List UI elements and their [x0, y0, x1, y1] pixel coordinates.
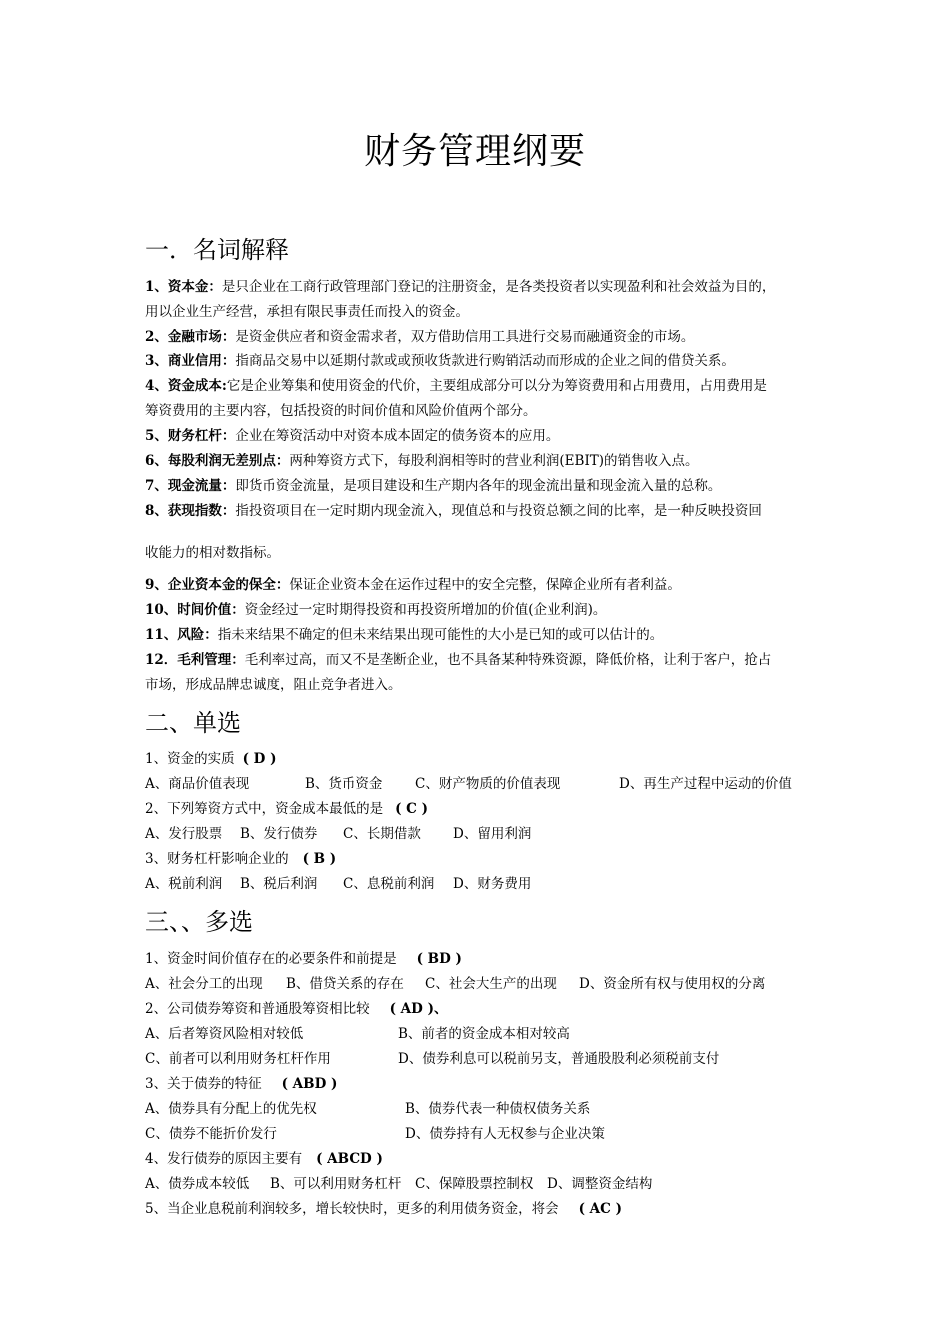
definition-8-line-2: 收能力的相对数指标。	[145, 545, 280, 561]
option: A、商品价值表现	[145, 776, 250, 792]
answer-key: ( AD )、	[389, 1001, 448, 1017]
definition-text: 保证企业资本金在运作过程中的安全完整，保障企业所有者利益。	[289, 577, 681, 593]
definition-1-line-2: 用以企业生产经营，承担有限民事责任而投入的资金。	[145, 304, 469, 320]
mc-question-4	[145, 1149, 383, 1169]
definition-text: 指商品交易中以延期付款或或预收货款进行购销活动而形成的企业之间的借贷关系。	[235, 353, 735, 369]
options-row	[145, 774, 815, 794]
definition-term: 4、资金成本:	[145, 378, 227, 394]
options-row	[145, 1024, 815, 1044]
option: C、前者可以利用财务杠杆作用	[145, 1051, 331, 1067]
answer-key: ( D )	[242, 751, 277, 767]
question-text: 1、资金的实质	[145, 751, 235, 767]
definition-term: 7、现金流量：	[145, 478, 236, 494]
option: D、调整资金结构	[547, 1176, 653, 1192]
definition-7	[145, 476, 721, 496]
mc-question-3	[145, 1074, 337, 1094]
definition-term: 10、时间价值：	[145, 602, 245, 618]
mc-question-1	[145, 949, 462, 969]
options-row	[145, 1174, 815, 1194]
option: B、前者的资金成本相对较高	[398, 1026, 570, 1042]
option: D、债券利息可以税前另支，普通股股利必须税前支付	[398, 1051, 720, 1067]
section1-heading: 一．名词解释	[145, 236, 289, 264]
definition-term: 12．毛利管理：	[145, 652, 245, 668]
definition-text: 是资金供应者和资金需求者，双方借助信用工具进行交易而融通资金的市场。	[235, 329, 695, 345]
question-text: 3、关于债券的特征	[145, 1076, 262, 1092]
definition-text: 指投资项目在一定时期内现金流入，现值总和与投资总额之间的比率，是一种反映投资回	[235, 503, 762, 519]
question-3	[145, 849, 336, 869]
option: A、债券具有分配上的优先权	[145, 1101, 317, 1117]
definition-text: 它是企业筹集和使用资金的代价，主要组成部分可以分为筹资费用和占用费用，占用费用是	[226, 378, 767, 394]
definition-12-line-2: 市场，形成品牌忠诚度，阻止竞争者进入。	[145, 677, 402, 693]
question-text: 2、下列筹资方式中，资金成本最低的是	[145, 801, 384, 817]
option: D、再生产过程中运动的价值	[619, 776, 792, 792]
definition-term: 2、金融市场：	[145, 329, 236, 345]
question-text: 2、公司债券筹资和普通股筹资相比较	[145, 1001, 370, 1017]
option: C、债券不能折价发行	[145, 1126, 277, 1142]
options-row	[145, 1099, 815, 1119]
definition-term: 11、风险：	[145, 627, 218, 643]
answer-key: ( ABD )	[281, 1076, 338, 1092]
options-row	[145, 824, 815, 844]
option: B、借贷关系的存在	[286, 976, 404, 992]
mc-question-2	[145, 999, 447, 1019]
option: A、后者筹资风险相对较低	[145, 1026, 304, 1042]
definition-term: 1、资本金：	[145, 279, 222, 295]
question-2	[145, 799, 428, 819]
definition-2	[145, 327, 694, 347]
answer-key: ( ABCD )	[316, 1151, 383, 1167]
options-row	[145, 1049, 815, 1069]
mc-question-5	[145, 1199, 622, 1219]
option: A、债券成本较低	[145, 1176, 250, 1192]
option: C、财产物质的价值表现	[415, 776, 561, 792]
answer-key: ( C )	[395, 801, 429, 817]
definition-term: 6、每股利润无差别点：	[145, 453, 290, 469]
option: B、可以利用财务杠杆	[270, 1176, 402, 1192]
option: C、社会大生产的出现	[425, 976, 557, 992]
option: C、息税前利润	[343, 876, 435, 892]
answer-key: ( BD )	[416, 951, 462, 967]
question-text: 5、当企业息税前利润较多，增长较快时，更多的利用债务资金，将会	[145, 1201, 559, 1217]
option: B、发行债券	[240, 826, 318, 842]
definition-4-line-2: 筹资费用的主要内容，包括投资的时间价值和风险价值两个部分。	[145, 403, 537, 419]
option: D、财务费用	[453, 876, 532, 892]
definition-text: 两种筹资方式下，每股利润相等时的营业利润(EBIT)的销售收入点。	[289, 453, 699, 469]
definition-12-line-1	[145, 650, 771, 670]
page-title: 财务管理纲要	[363, 131, 586, 172]
options-row	[145, 874, 815, 894]
answer-key: ( AC )	[578, 1201, 622, 1217]
section2-heading: 二、单选	[145, 709, 241, 737]
definition-text: 指未来结果不确定的但未来结果出现可能性的大小是已知的或可以估计的。	[217, 627, 664, 643]
definition-11	[145, 625, 663, 645]
answer-key: ( B )	[302, 851, 337, 867]
definition-3	[145, 351, 735, 371]
definition-term: 8、获现指数：	[145, 503, 236, 519]
definition-text: 毛利率过高，而又不是垄断企业，也不具备某种特殊资源，降低价格，让利于客户，抢占	[244, 652, 772, 668]
question-text: 1、资金时间价值存在的必要条件和前提是	[145, 951, 397, 967]
definition-5	[145, 426, 559, 446]
option: B、货币资金	[305, 776, 383, 792]
option: D、债券持有人无权参与企业决策	[405, 1126, 605, 1142]
question-1	[145, 749, 276, 769]
definition-9	[145, 575, 681, 595]
section3-heading: 三、、多选	[145, 908, 253, 936]
definition-term: 9、企业资本金的保全：	[145, 577, 290, 593]
definition-4-line-1	[145, 376, 767, 396]
definition-text: 企业在筹资活动中对资本成本固定的债务资本的应用。	[235, 428, 560, 444]
definition-10	[145, 600, 606, 620]
option: A、发行股票	[145, 826, 223, 842]
option: A、税前利润	[145, 876, 223, 892]
option: A、社会分工的出现	[145, 976, 263, 992]
definition-text: 即货币资金流量，是项目建设和生产期内各年的现金流出量和现金流入量的总称。	[235, 478, 722, 494]
definition-8-line-1	[145, 501, 762, 521]
option: B、税后利润	[240, 876, 318, 892]
option: C、长期借款	[343, 826, 421, 842]
options-row	[145, 1124, 815, 1144]
definition-1-line-1	[145, 277, 775, 297]
definition-term: 5、财务杠杆：	[145, 428, 236, 444]
option: C、保障股票控制权	[415, 1176, 534, 1192]
question-text: 3、财务杠杆影响企业的	[145, 851, 289, 867]
definition-6	[145, 451, 699, 471]
definition-text: 是只企业在工商行政管理部门登记的注册资金，是各类投资者以实现盈利和社会效益为目的，	[221, 279, 776, 295]
question-text: 4、发行债券的原因主要有	[145, 1151, 303, 1167]
definition-term: 3、商业信用：	[145, 353, 236, 369]
option: B、债券代表一种债权债务关系	[405, 1101, 591, 1117]
option: D、资金所有权与使用权的分离	[579, 976, 766, 992]
options-row	[145, 974, 815, 994]
definition-text: 资金经过一定时期得投资和再投资所增加的价值(企业利润)。	[244, 602, 607, 618]
option: D、留用利润	[453, 826, 532, 842]
